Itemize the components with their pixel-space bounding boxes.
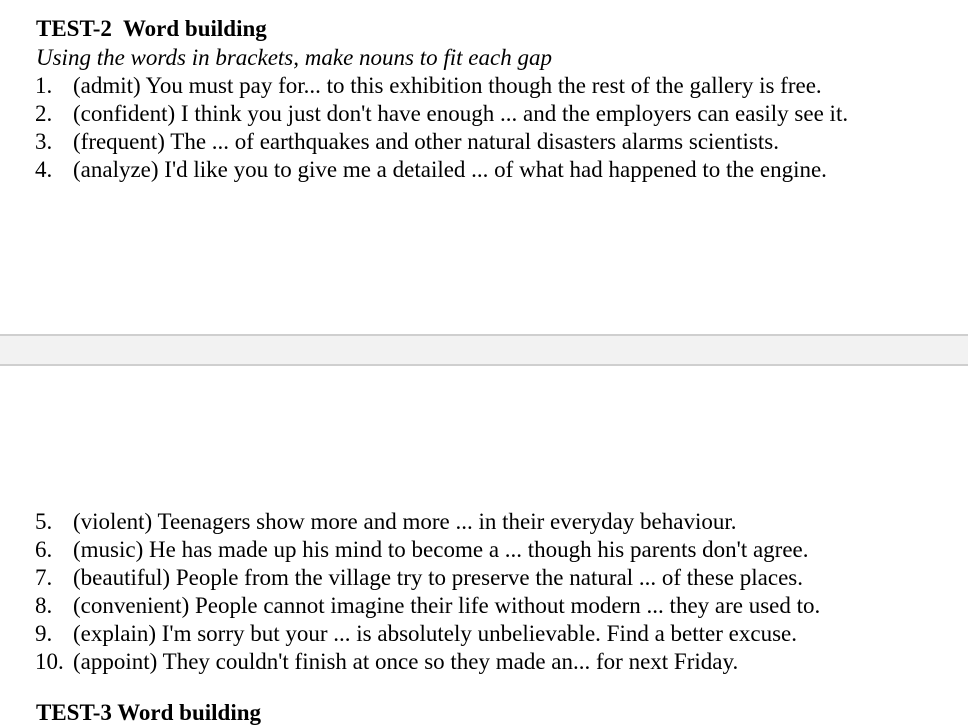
item-text: (confident) I think you just don't have enough ... and the employers can easily see it. [73,101,849,126]
item-text: (beautiful) People from the village try to preserve the natural ... of these places. [73,565,803,590]
item-number: 5. [35,509,53,534]
item-number: 4. [35,157,53,182]
page-break-divider [0,334,968,366]
item-number: 10. [35,649,64,674]
item-text: (analyze) I'd like you to give me a detailed ... of what had happened to the engine. [73,157,827,182]
instruction-text: Using the words in brackets, make nouns to fit each gap [36,45,552,70]
item-text: (appoint) They couldn't finish at once so they made an... for next Friday. [73,649,739,674]
item-text: (admit) You must pay for... to this exhibition though the rest of the gallery is free. [73,73,822,98]
item-text: (violent) Teenagers show more and more ... in their everyday behaviour. [73,509,737,534]
item-text: (music) He has made up his mind to become a ... though his parents don't agree. [73,537,809,562]
item-number: 9. [35,621,53,646]
item-text: (convenient) People cannot imagine their life without modern ... they are used to. [73,593,821,618]
item-text: (explain) I'm sorry but your ... is absolutely unbelievable. Find a better excuse. [73,621,797,646]
item-number: 2. [35,101,53,126]
item-number: 6. [35,537,53,562]
test-title: TEST-2 Word building [36,16,267,41]
item-number: 7. [35,565,53,590]
item-number: 8. [35,593,53,618]
next-section-title: TEST-3 Word building [36,700,262,725]
item-text: (frequent) The ... of earthquakes and other natural disasters alarms scientists. [73,129,779,154]
item-number: 3. [35,129,53,154]
document-page-top [0,0,968,334]
document-page-bottom [0,366,968,725]
item-number: 1. [35,73,53,98]
